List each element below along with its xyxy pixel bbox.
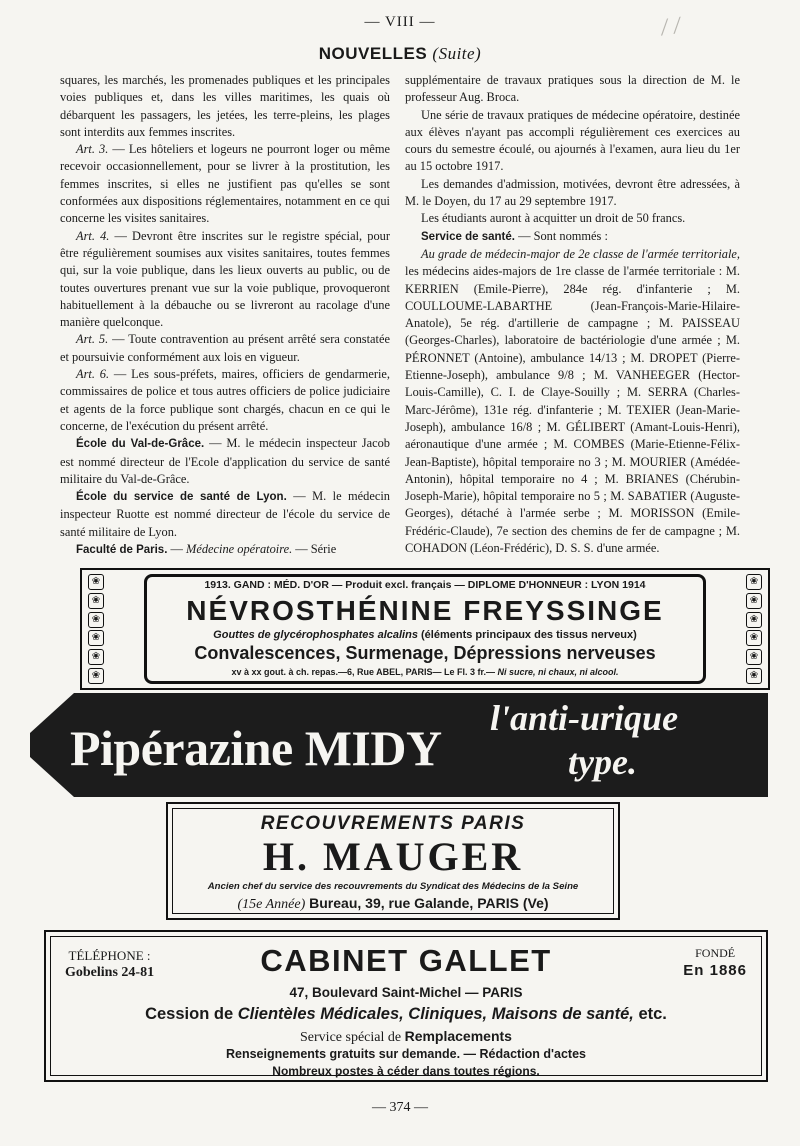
ornament-icon: ❀ (88, 630, 104, 646)
promotion-list: les médecins aides-majors de 1re classe de l'armée territoriale : M. KERRIEN (Emile-Pierre), 284e rég. d'infanterie ; M. COULLOUME-LABARTHE (Jean-François-Marie-Hilaire-Anatole), 5e rég. d'artillerie de campagne ; M. PAISSEAU (Georges-Charles), laboratoire de bactériologie d'une armée ; M. PÉRONNET (Antoine), ambulance 14/13 ; M. DROPET (Pierre-Etienne-Joseph), ambulance 9/8 ; M. VANHEEGER (Hector-Louis-Camille), C. I. de Claye-Souilly ; M. SERRA (Charles-Marc-Jérôme), 131e rég. d'infanterie ; M. TEXIER (Jean-Marie-Joseph), ambulance 16/8 ; M. GÉLIBERT (Amant-Louis-Henri), aéronautique d'une armée ; M. COMBES (Marie-Etienne-Félix-Jean-Baptiste), hôpital temporaire no 3 ; M. MOURIER (Amédée-Antonin), hôpital temporaire no 4 ; M. BRIANES (Chérubin-Joseph-Marie), hôpital temporaire no 5 ; M. SABATIER (Auguste-Georges), détaché à l'armée serbe ; M. MORISSON (Emile-Frédéric-Claude), 7e section des chemins de fer de campagne ; M. COHADON (Léon-Frédéric), D. S. S. d'une armée. (405, 264, 740, 556)
ornament-icon: ❀ (88, 612, 104, 628)
section-title (0, 44, 800, 64)
ad-info-line: Nombreux postes à céder dans toutes régions. (272, 1064, 540, 1078)
pencil-margin-note: / / (658, 12, 682, 42)
news-paragraph (60, 435, 390, 488)
ornament-icon: ❀ (746, 612, 762, 628)
paragraph: Les étudiants auront à acquitter un droit de 50 francs. (421, 211, 686, 226)
ad-product-name: Pipérazine MIDY (70, 720, 442, 776)
ad-cabinet-gallet (44, 930, 768, 1082)
ad-description: Ancien chef du service des recouvrements du Syndicat des Médecins de la Seine (207, 881, 579, 892)
ornament-icon: ❀ (88, 649, 104, 665)
founded-label: FONDÉ (695, 946, 736, 960)
ad-founded (683, 945, 747, 979)
ad-frame (172, 808, 614, 914)
ad-year: (15e Année) (237, 897, 306, 912)
ad-dosage: xv à xx gout. à ch. repas.—6, Rue ABEL, PARIS— Le Fl. 3 fr.— (231, 667, 498, 677)
promotion-grade: Au grade de médecin-major de 2e classe de l'armée territoriale, (421, 246, 740, 261)
news-heading: École du Val-de-Grâce. (76, 438, 205, 451)
news-italic: Médecine opératoire. (186, 542, 293, 557)
article-text: — Les hôteliers et logeurs ne pourront loger ou même recevoir occasionnellement, pour se livrer à la prostitution, les femmes inscrites, si elles ne justifient pas qu'elles se sont conformées aux dispositions réglementaires, notamment en ce qui concerne les visites sanitaires. (60, 142, 390, 226)
news-heading: Service de santé. (421, 230, 515, 243)
paragraph (60, 72, 390, 141)
article-label: Art. 6. (76, 367, 110, 382)
ornament-icon: ❀ (746, 630, 762, 646)
news-text: — M. le médecin inspecteur Jacob est nommé directeur de l'Ecole d'application du service de santé militaire du Val-de-Grâce. (60, 436, 390, 486)
page-roman-numeral: — VIII — (364, 14, 436, 30)
news-text: — Sont nommés : (514, 228, 608, 243)
ad-frame (144, 574, 706, 684)
article-text: — Toute contravention au présent arrêté sera constatée et poursuivie conformément aux lois en vigueur. (60, 332, 390, 364)
ad-special-service (51, 1028, 761, 1046)
ad-address: 47, Boulevard Saint-Michel — PARIS (289, 985, 523, 1000)
ad-slogan: l'anti-urique (490, 698, 679, 738)
ad-company-name: CABINET GALLET (260, 943, 552, 978)
ad-nevrosthenine-freyssinge (80, 568, 770, 690)
ornament-icon: ❀ (746, 574, 762, 590)
ad-product-name: NÉVROSTHÉNINE FREYSSINGE (186, 595, 664, 626)
news-text: — M. le médecin inspecteur Ruotte est nommé directeur de l'école du service de santé militaire de Lyon. (60, 489, 390, 539)
ad-awards-line: 1913. GAND : MÉD. D'OR — Produit excl. français — DIPLOME D'HONNEUR : LYON 1914 (204, 579, 646, 591)
news-text: — (167, 542, 186, 557)
section-title-main: NOUVELLES (318, 44, 428, 63)
special-service-prefix: Service spécial de (300, 1030, 405, 1045)
ad-info-line: Renseignements gratuits sur demande. — Rédaction d'actes (225, 1047, 586, 1061)
ad-description-rest: (éléments principaux des tissus nerveux) (417, 629, 637, 641)
ornament-icon: ❀ (746, 593, 762, 609)
left-column (60, 72, 390, 559)
ad-frame (50, 936, 762, 1076)
article-paragraph (60, 366, 390, 435)
ad-heading: RECOUVREMENTS PARIS (260, 813, 526, 834)
special-service-name: Remplacements (404, 1028, 512, 1044)
telephone-label: TÉLÉPHONE : (68, 948, 151, 963)
founded-year: En 1886 (683, 962, 747, 979)
services-prefix: Cession de (145, 1005, 238, 1023)
section-title-suffix: (Suite) (432, 44, 482, 63)
ornament-icon: ❀ (88, 574, 104, 590)
right-column (405, 72, 740, 557)
ornament-icon: ❀ (746, 649, 762, 665)
ornament-icon: ❀ (88, 593, 104, 609)
ad-piperazine-midy (30, 693, 768, 797)
news-paragraph (60, 541, 390, 559)
paragraph: Une série de travaux pratiques de médecine opératoire, destinée aux élèves n'ayant pas accompli régulièrement ces exercices au cours du semestre écoulé, ou ajournés à l'examen, aura lieu du 1er au 15 octobre 1917. (405, 107, 740, 174)
ornament-border-left (85, 574, 107, 684)
page-number: — 374 — (372, 1100, 428, 1115)
telephone-number: Gobelins 24-81 (65, 965, 155, 980)
article-text: — Les sous-préfets, maires, officiers de gendarmerie, commissaires de police et tous autres officiers de police judiciaire et agents de la force publique sont chargés, chacun en ce qui le concerne, de l'exécution du présent arrêté. (60, 367, 391, 433)
services-list: Clientèles Médicales, Cliniques, Maisons de santé, (237, 1005, 634, 1023)
ad-slogan: type. (568, 742, 637, 782)
news-heading: Faculté de Paris. (76, 544, 168, 557)
news-heading: École du service de santé de Lyon. (76, 491, 287, 504)
article-label: Art. 3. (76, 142, 109, 157)
paragraph-text: squares, les marchés, les promenades publiques et les principales voies publiques et, dans les villes maritimes, les quais où débarquent les passagers, les jetées, les terre-pleins, les plages sont interdits aux femmes inscrites. (60, 73, 390, 139)
services-suffix: etc. (633, 1005, 667, 1023)
news-tail: — Série (292, 542, 337, 557)
ad-dosage-line (147, 667, 703, 677)
ad-services (51, 1005, 761, 1024)
article-paragraph (60, 228, 390, 332)
ad-description (147, 629, 703, 641)
paragraph: supplémentaire de travaux pratiques sous la direction de M. le professeur Aug. Broca. (405, 73, 740, 105)
article-paragraph (60, 331, 390, 366)
ornament-icon: ❀ (88, 668, 104, 684)
ad-dosage-note: Ni sucre, ni chaux, ni alcool. (497, 667, 619, 677)
article-text: — Devront être inscrites sur le registre spécial, pour être régulièrement soumises aux visites sanitaires, toutes femmes qui, sur la voie publique, dans les lieux ouverts au public, ou de toutes ouvertures prenant vue sur la voie publique, provoqueront habituellement à la débauche ou se livreront au racolage d'une manière quelconque. (60, 228, 390, 330)
news-paragraph (405, 228, 740, 246)
article-label: Art. 4. (76, 228, 110, 243)
news-paragraph (60, 488, 390, 541)
ad-address-text: Bureau, 39, rue Galande, PARIS (Ve) (305, 895, 549, 911)
article-paragraph (60, 141, 390, 227)
ad-address (173, 895, 613, 913)
ad-telephone (65, 947, 154, 981)
ad-company-name: H. MAUGER (262, 834, 524, 879)
ornament-icon: ❀ (746, 668, 762, 684)
paragraph: Les demandes d'admission, motivées, devront être adressées, à M. le Doyen, du 17 au 29 septembre 1917. (405, 176, 740, 209)
ad-recouvrements-mauger (166, 802, 620, 920)
article-label: Art. 5. (76, 332, 109, 347)
ad-indications: Convalescences, Surmenage, Dépressions nerveuses (194, 643, 656, 663)
ad-description-main: Gouttes de glycérophosphates alcalins (213, 629, 418, 641)
ornament-border-right (743, 574, 765, 684)
promotion-paragraph (405, 246, 740, 557)
